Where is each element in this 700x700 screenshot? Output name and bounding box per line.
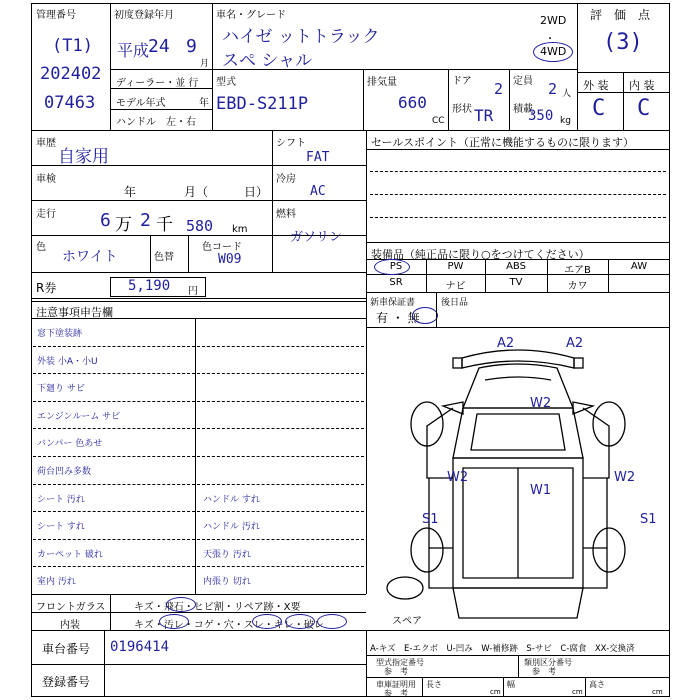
spare-label: スペア [392,616,422,627]
equipment-item: カワ [567,281,588,292]
km-unit: km [232,224,248,235]
recycle-label: R券 [36,281,57,295]
warranty-value: 有 ・ 無 [376,311,420,325]
man-unit: 万 [115,215,132,235]
note-left-item: 下廻り サビ [37,384,85,395]
warranty-label: 新車保証書 [370,298,416,308]
model-value: EBD-S211P [216,94,309,114]
capacity-unit: 人 [562,89,572,99]
note-left-item: バンパー 色あせ [37,439,103,450]
mark-s1-right: S1 [640,512,657,527]
dealer-label: ディーラー・並 行 [116,78,199,89]
class-label: 類別区分番号 [524,658,572,667]
width-label: 幅 [507,680,515,689]
mileage-man: 6 [100,210,111,231]
type-ref-label: 参 考 [384,667,408,676]
mark-w2-left: W2 [447,470,469,485]
ac-value: AC [310,184,326,199]
mgmt-no-1: 202402 [40,64,102,84]
name-line2: スペ シャル [222,51,313,71]
equipment-item: エアB [564,265,591,276]
recycle-unit: 円 [188,286,198,297]
chassis-value: 0196414 [110,639,170,655]
width-unit: cm [572,688,583,696]
note-left-item: 外装 小A・小U [37,356,98,367]
fuel-value: ガソリン [290,230,343,245]
interior-scuff-circle [252,614,282,629]
equipment-item: AW [630,261,648,272]
mark-w2-top: W2 [530,396,552,411]
cert-label: 車庫証明用 [376,680,416,689]
ac-label: 冷房 [276,174,296,185]
month-unit: 月 [200,59,210,69]
delivery-label: 後日品 [441,298,469,308]
exterior-label: 外 装 [583,79,609,92]
displacement-label: 排気量 [367,77,397,88]
interior-label: 内 装 [629,79,655,92]
fuel-label: 燃料 [276,209,296,220]
note-right-item: ハンドル すれ [203,494,260,505]
equipment-item: ナビ [445,281,466,292]
cc-unit: CC [432,116,445,126]
recycle-value: 5,190 [128,278,171,294]
inspection-date: 年 月（ 日） [124,185,269,199]
load-unit: kg [560,116,571,126]
mgmt-no-label: 管理番号 [36,10,76,21]
mileage-label: 走行 [36,209,56,220]
front-glass-value: キズ・飛石・ヒビ割・リペア跡・X要 [134,602,301,613]
shape-value: TR [474,106,494,125]
history-value: 自家用 [58,147,109,167]
sales-points-title: セールスポイント（正常に機能するものに限ります） [371,136,635,149]
note-left-item: シート 汚れ [37,494,85,505]
note-left-item: シート すれ [37,522,85,533]
exterior-value: C [592,96,606,121]
equipment-title: 装備品（純正品に限り○をつけてください） [371,248,590,261]
interior-tear-circle [317,614,347,629]
equipment-item: TV [509,277,523,288]
damage-legend: A-キズ E-エクボ U-凹み W-補修跡 S-サビ C-腐食 XX-交換済 [370,644,635,654]
mark-w1-center: W1 [530,483,552,498]
mileage-sen: 2 [140,210,151,231]
note-right-item: ハンドル 汚れ [203,522,260,533]
load-value: 350 [528,108,554,124]
mark-w2-right: W2 [614,470,636,485]
notes-title: 注意事項申告欄 [36,306,113,319]
handle-label: ハンドル 左・右 [116,117,196,128]
interior-cond-label: 内装 [60,620,80,631]
history-label: 車歴 [36,138,56,149]
class-ref-label: 参 考 [532,667,556,676]
mark-a2-left: A2 [497,336,515,351]
name-line1: ハイゼ ットトラック [222,27,380,47]
note-left-item: 窓下塗装跡 [37,329,83,339]
type-designation-label: 型式指定番号 [376,658,424,667]
drive-4wd-circle [533,42,573,62]
equipment-item: SR [389,277,403,288]
interior-value: C [637,96,651,121]
displacement-value: 660 [398,93,427,112]
model-label: 型式 [216,77,236,88]
color-label: 色 [36,242,46,253]
drive-4wd: 4WD [540,45,567,58]
equipment-item: PS [389,261,403,272]
height-unit: cm [652,688,663,696]
rating-value: (3) [603,30,643,55]
mgmt-no-2: 07463 [44,93,96,113]
cert-ref-label: 参 考 [384,689,408,698]
inspection-label: 車検 [36,174,56,185]
first-reg-label: 初度登録年月 [114,10,174,21]
length-unit: cm [490,688,501,696]
rating-label: 評 価 点 [590,8,651,22]
doors-label: ドア [452,76,472,87]
color-value: ホワイト [62,249,118,265]
length-label: 長さ [426,680,442,689]
load-label: 積載 [513,104,533,115]
doors-value: 2 [494,80,504,98]
mark-s1-left: S1 [422,512,439,527]
shift-value: FAT [306,150,330,165]
equipment-ps-circle [374,259,410,275]
note-left-item: 室内 汚れ [37,577,76,588]
color-change-label: 色替 [154,252,174,263]
height-label: 高さ [589,680,605,689]
year-value: 24 [148,36,170,57]
name-label: 車名・グレード [216,10,286,21]
year-unit-label: 年 [199,98,209,109]
note-left-item: カーペット 破れ [37,549,103,560]
front-glass-label: フロントガラス [36,602,106,613]
note-right-item: 天張り 汚れ [203,549,251,560]
drive-2wd: 2WD [540,14,567,27]
model-year-label: モデル年式 [116,98,166,109]
shape-label: 形状 [452,104,472,115]
equipment-item: ABS [506,261,526,272]
mileage-rest: 580 [186,217,214,235]
color-code-value: W09 [218,252,242,267]
interior-cond-value: キズ・汚レ・コゲ・穴・スレ・キレ・破レ [134,620,324,631]
warranty-none-circle [412,307,438,324]
color-code-label: 色コード [202,242,242,253]
reg-label: 登録番号 [42,675,91,689]
capacity-label: 定員 [513,76,533,87]
era-value: 平成 [117,41,150,60]
interior-cut-circle [285,614,315,629]
note-right-item: 内張り 切れ [203,577,251,588]
sen-unit: 千 [156,215,173,235]
equipment-item: PW [447,261,464,272]
month-value: 9 [186,36,197,57]
note-left-item: エンジンルーム サビ [37,411,121,422]
interior-dirt-circle [159,614,189,629]
mgmt-t-value: (T1) [52,36,93,56]
capacity-value: 2 [548,80,558,98]
note-left-item: 荷台凹み多数 [37,467,92,477]
shift-label: シフト [276,138,306,149]
drive-dot: ・ [545,34,555,45]
mark-a2-right: A2 [566,336,584,351]
chassis-label: 車台番号 [42,642,91,656]
front-glass-stone-circle [166,597,196,612]
